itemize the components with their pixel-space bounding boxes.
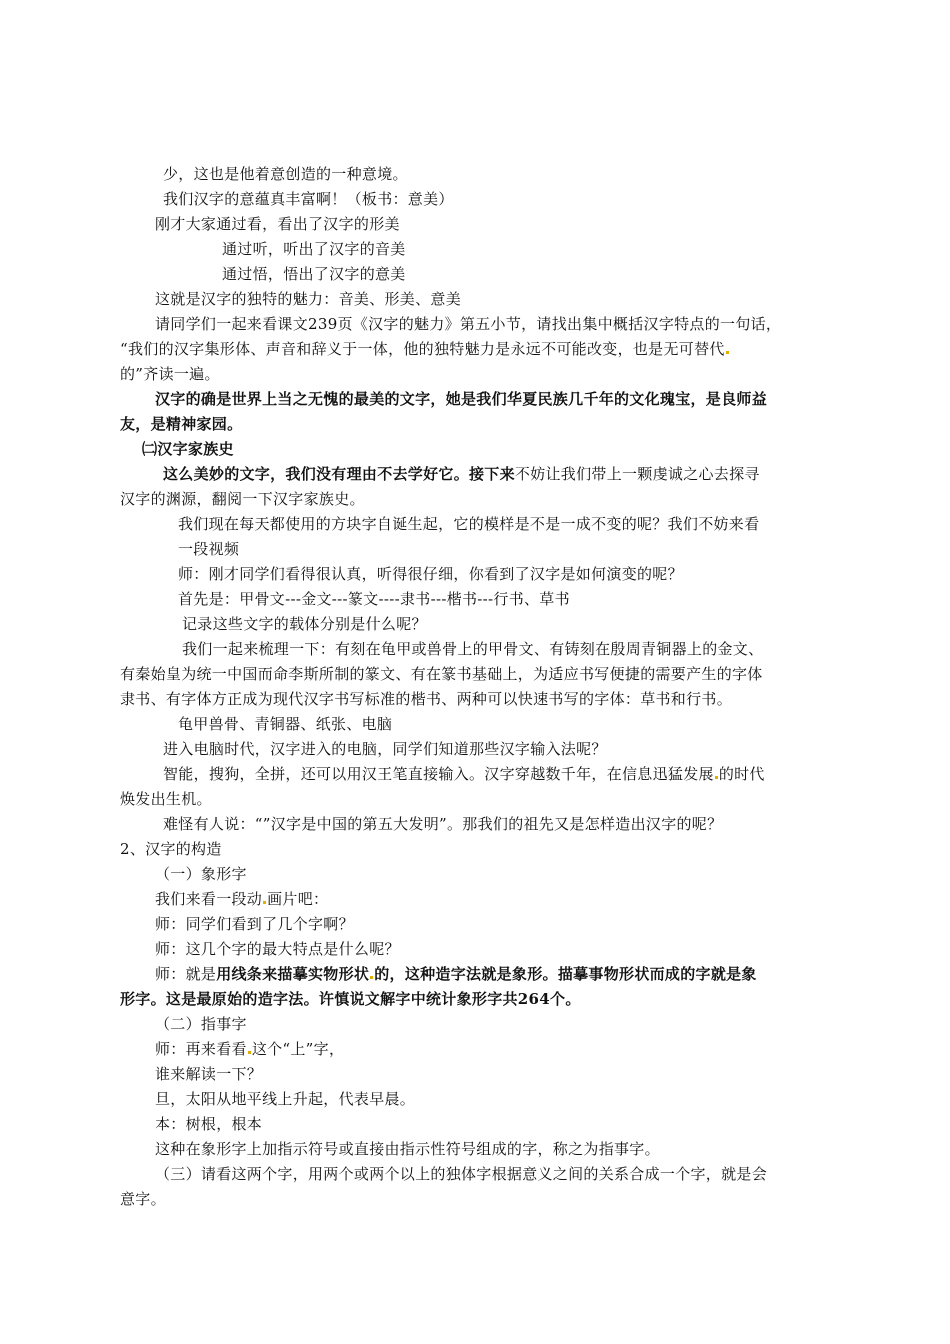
text-segment-bold: 的，这种造字法就是象形。描摹事物形状而成的字就是象 [374,965,757,983]
text-line: 记录这些文字的载体分别是什么呢？ [182,615,427,633]
text-line-bold: 汉字的确是世界上当之无愧的最美的文字，她是我们华夏民族几千年的文化瑰宝，是良师益 [155,390,768,408]
text-line: 刚才大家通过看，看出了汉字的形美 [155,215,400,233]
text-line: 焕发出生机。 [120,790,212,808]
section-heading: 2、汉字的构造 [120,840,222,858]
text-line-bold: 形字。这是最原始的造字法。许慎说文解字中统计象形字共264个。 [120,990,581,1008]
text-line: 隶书、有字体方正成为现代汉字书写标准的楷书、两种可以快速书写的字体：草书和行书。 [120,690,733,708]
text-line: 我们一起来梳理一下：有刻在龟甲或兽骨上的甲骨文、有铸刻在殷周青铜器上的金文、 [182,640,764,658]
subsection-heading: （一）象形字 [155,865,247,883]
text-line-bold: 友，是精神家园。 [120,415,243,433]
comment-marker [715,776,718,779]
text-line: 我们现在每天都使用的方块字自诞生起，它的模样是不是一成不变的呢？我们不妨来看 [178,515,760,533]
text-line: 这就是汉字的独特的魅力：音美、形美、意美 [155,290,462,308]
text-segment: 画片吧： [267,890,329,908]
text-line: 意字。 [120,1190,166,1208]
text-line [155,963,757,985]
text-line: 难怪有人说：“”汉字是中国的第五大发明”。那我们的祖先又是怎样造出汉字的呢？ [163,815,723,833]
text-line: 进入电脑时代，汉字进入的电脑，同学们知道那些汉字输入法呢？ [163,740,607,758]
text-segment: 的时代 [718,765,765,783]
comment-marker [370,976,373,979]
text-line: 少，这也是他着意创造的一种意境。 [163,165,408,183]
text-line: （三）请看这两个字，用两个或两个以上的独体字根据意义之间的关系合成一个字，就是会 [155,1165,768,1183]
text-line: 有秦始皇为统一中国而命李斯所制的篆文、有在篆书基础上，为适应书写便捷的需要产生的字体 [120,665,763,683]
subsection-heading: （二）指事字 [155,1015,247,1033]
text-line: 本：树根，根本 [155,1115,263,1133]
comment-marker [263,901,266,904]
text-line: 谁来解读一下？ [155,1065,263,1083]
text-line: 龟甲兽骨、青铜器、纸张、电脑 [178,715,393,733]
text-line: 的”齐读一遍。 [120,365,220,383]
text-segment: 智能，搜狗，全拼，还可以用汉王笔直接输入。汉字穿越数千年，在信息迅猛发展 [163,765,714,783]
text-segment: 这个“上”字， [251,1040,345,1058]
text-line: 师：这几个字的最大特点是什么呢？ [155,940,400,958]
comment-marker [726,351,729,354]
text-line: 首先是：甲骨文---金文---篆文----隶书---楷书---行书、草书 [178,590,570,608]
text-line: 师：同学们看到了几个字啊？ [155,915,354,933]
text-segment-bold: 用线条来描摹实物形状 [216,965,370,983]
text-line [163,763,765,785]
section-heading: ㈡汉字家族史 [142,440,234,458]
text-line: 请同学们一起来看课文239页《汉字的魅力》第五小节，请找出集中概括汉字特点的一句话， [155,315,782,333]
text-segment: 不妨让我们带上一颗虔诚之心去探寻 [514,465,760,483]
text-line [163,463,760,485]
text-line: 旦，太阳从地平线上升起，代表早晨。 [155,1090,416,1108]
text-segment: 师：再来看看 [155,1040,247,1058]
text-segment-bold: 这么美妙的文字，我们没有理由不去学好它。接下来 [163,465,515,483]
text-line: 这种在象形字上加指示符号或直接由指示性符号组成的字，称之为指事字。 [155,1140,660,1158]
text-line: 一段视频 [178,540,240,558]
text-line [155,888,328,910]
text-line: 师：刚才同学们看得很认真，听得很仔细，你看到了汉字是如何演变的呢？ [178,565,683,583]
text-line [155,1038,344,1060]
text-segment: 我们来看一段动 [155,890,263,908]
comment-marker [248,1051,251,1054]
text-line: 汉字的渊源，翻阅一下汉字家族史。 [120,490,365,508]
text-line: 通过听，听出了汉字的音美 [222,240,406,258]
text-line [120,338,730,360]
text-line: 我们汉字的意蕴真丰富啊！（板书：意美） [163,190,454,208]
text-segment: 师：就是 [155,965,217,983]
text-line: 通过悟，悟出了汉字的意美 [222,265,406,283]
text-segment: “我们的汉字集形体、声音和辞义于一体，他的独特魅力是永远不可能改变，也是无可替代 [120,340,725,358]
